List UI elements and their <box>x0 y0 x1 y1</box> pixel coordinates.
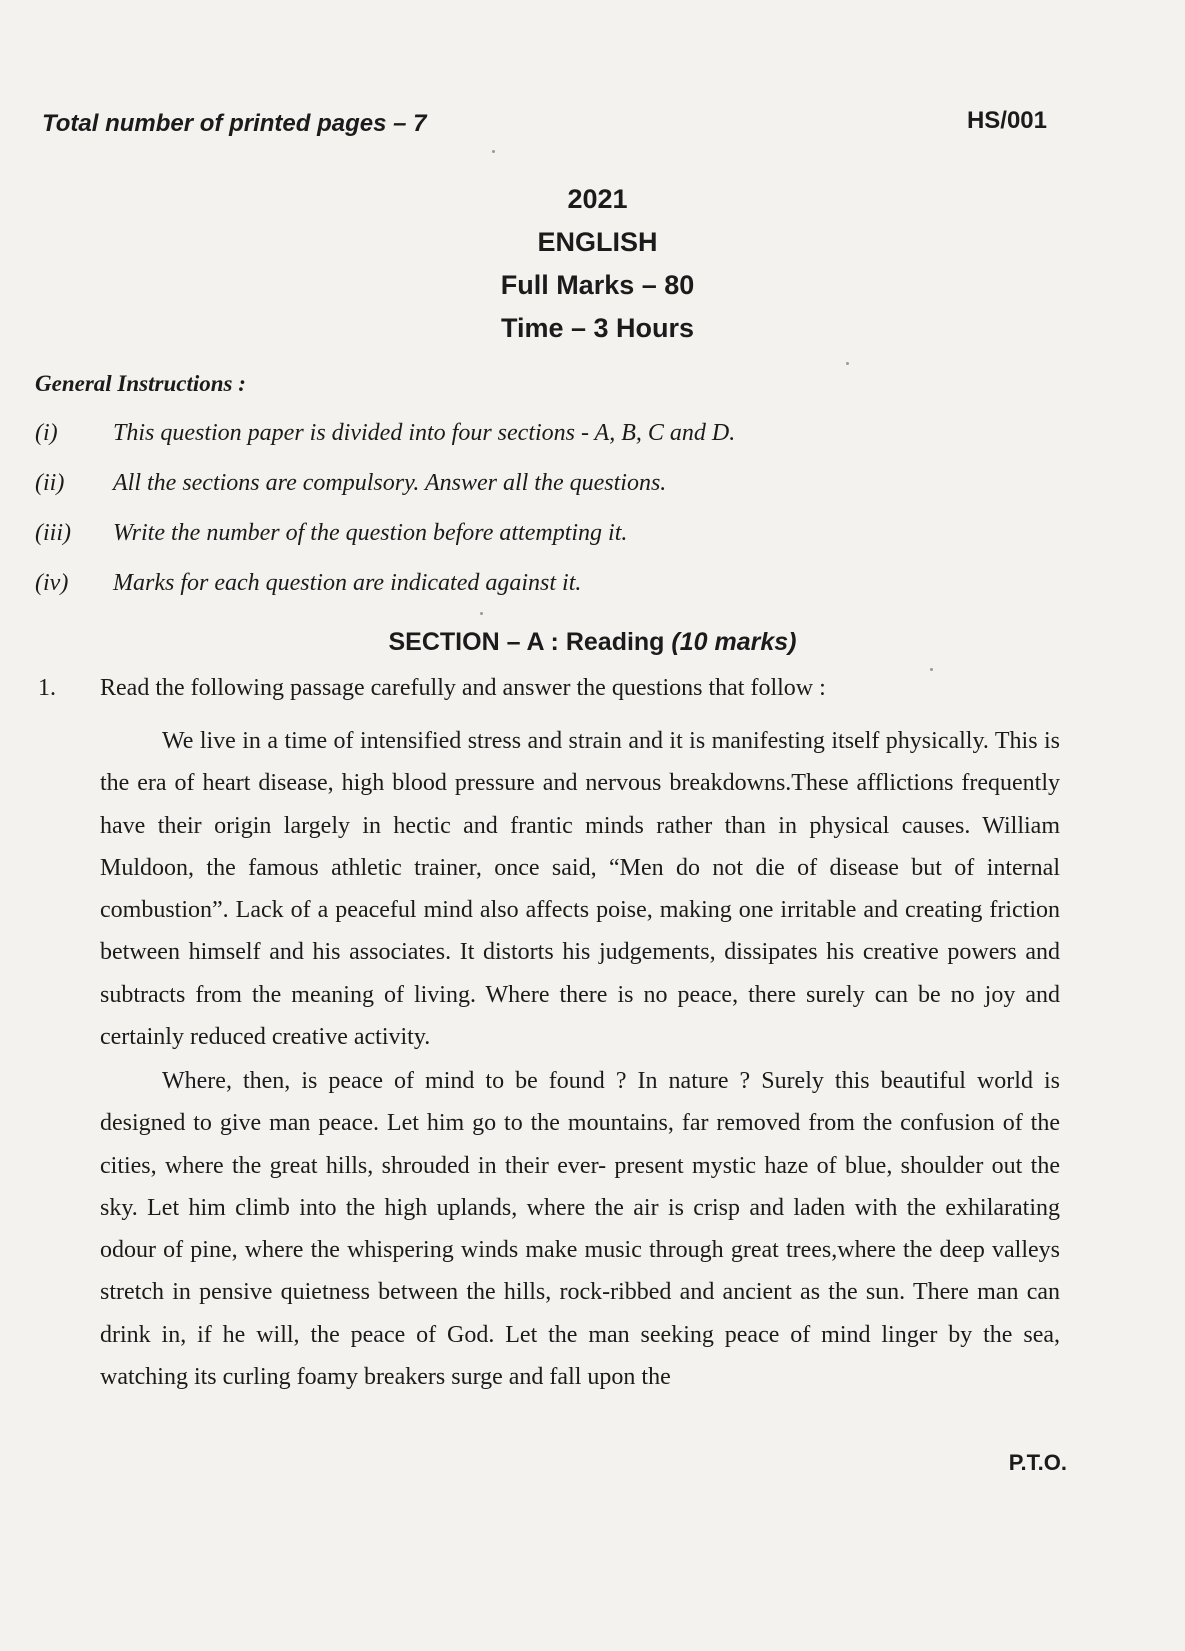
full-marks: Full Marks – 80 <box>500 270 695 300</box>
instruction-item <box>35 470 666 497</box>
paper-speck <box>480 612 483 615</box>
pto-label: P.T.O. <box>1008 1450 1067 1475</box>
exam-time: Time – 3 Hours <box>500 313 695 343</box>
total-pages-label: Total number of printed pages – 7 <box>42 110 427 137</box>
section-a-title: SECTION – A : Reading <box>388 628 665 656</box>
question-number: 1. <box>38 675 56 701</box>
instruction-text: Marks for each question are indicated against it. <box>113 570 582 596</box>
paper-code: HS/001 <box>966 107 1047 134</box>
paper-speck <box>846 362 849 365</box>
passage-paragraph-2 <box>100 1060 1060 1398</box>
exam-subject: ENGLISH <box>537 227 658 257</box>
instruction-item <box>35 420 735 447</box>
instruction-item <box>35 570 581 597</box>
exam-year: 2021 <box>567 184 628 214</box>
instruction-number: (i) <box>35 420 58 446</box>
question-1-prompt <box>38 675 826 702</box>
instruction-text: Write the number of the question before attempting it. <box>113 520 628 546</box>
question-prompt-text: Read the following passage carefully and answer the questions that follow : <box>100 675 826 701</box>
general-instructions-heading: General Instructions : <box>35 371 246 396</box>
passage-text: We live in a time of intensified stress and strain and it is manifesting itself physically. This is the era of heart disease, high blood pressure and nervous breakdowns.These afflictions frequently have their origin largely in hectic and frantic minds rather than in physical causes. William Muldoon, the famous athletic trainer, once said, “Men do not die of disease but of internal combustion”. Lack of a peaceful mind also affects poise, making one irritable and creating friction between himself and his associates. It distorts his judgements, dissipates his creative powers and subtracts from the meaning of living. Where there is no peace, there surely can be no joy and certainly reduced creative activity. <box>100 728 1060 1051</box>
instruction-text: All the sections are compulsory. Answer all the questions. <box>113 470 667 496</box>
passage-paragraph-1 <box>100 720 1060 1058</box>
title-block <box>0 178 1185 350</box>
paper-speck <box>930 668 933 671</box>
section-a-heading <box>0 628 1185 657</box>
section-a-marks: (10 marks) <box>671 628 797 656</box>
instruction-item <box>35 520 627 547</box>
instruction-number: (iii) <box>35 520 71 546</box>
paper-speck <box>492 150 495 153</box>
instruction-number: (ii) <box>35 470 65 496</box>
instruction-number: (iv) <box>35 570 69 596</box>
passage-text: Where, then, is peace of mind to be found ? In nature ? Surely this beautiful world is designed to give man peace. Let him go to the mountains, far removed from the confusion of the cities, where the great hills, shrouded in their ever- present mystic haze of blue, shoulder out the sky. Let him climb into the high uplands, where the air is crisp and laden with the exhilarating odour of pine, where the whispering winds make music through great trees,where the deep valleys stretch in pensive quietness between the hills, rock-ribbed and ancient as the sun. There man can drink in, if he will, the peace of God. Let the man seeking peace of mind linger by the sea, watching its curling foamy breakers surge and fall upon the <box>100 1068 1060 1391</box>
instruction-text: This question paper is divided into four sections - A, B, C and D. <box>113 420 736 446</box>
